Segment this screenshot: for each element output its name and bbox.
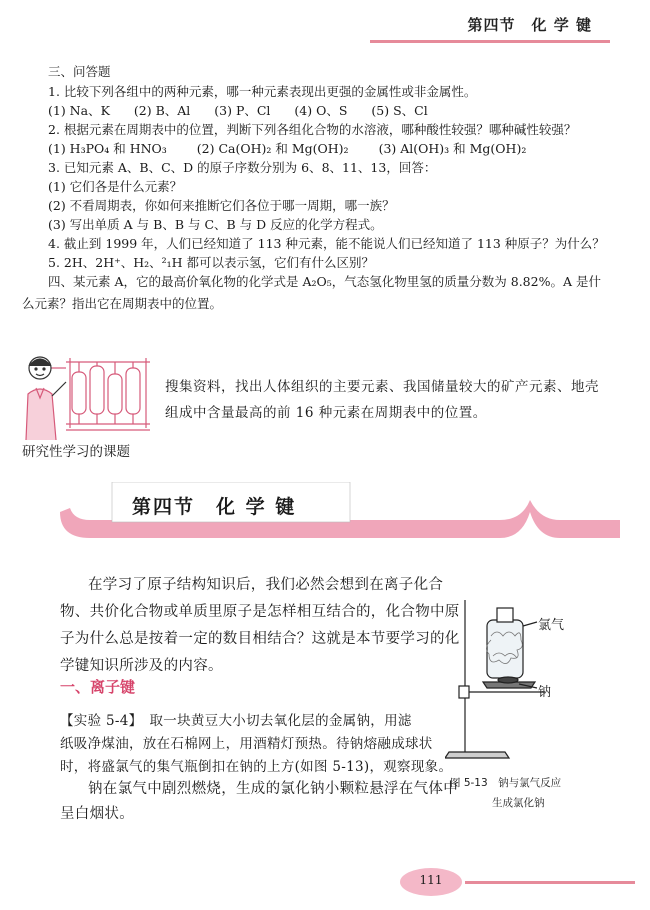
q1-option: (4) O、S — [294, 103, 348, 118]
question-2-options — [48, 139, 526, 158]
intro-line-4: 学键知识所涉及的内容。 — [60, 658, 223, 674]
label-chlorine: 氯气 — [538, 618, 565, 633]
page-number: 111 — [419, 873, 443, 887]
q2-option: (3) Al(OH)₃ 和 Mg(OH)₂ — [378, 141, 527, 156]
q1-option: (1) Na、K — [48, 103, 110, 118]
question-6-line-2: 么元素？指出它在周期表中的位置。 — [22, 296, 223, 311]
observation-line-1: 钠在氯气中剧烈燃烧，生成的氯化钠小颗粒悬浮在气体中 — [88, 781, 458, 797]
intro-text: 在学习了原子结构知识后，我们必然会想到在离子化合 — [88, 577, 444, 593]
question-4: 4. 截止到 1999 年，人们已经知道了 113 种元素，能不能说人们已经知道了 113 种原子？为什么？ — [48, 236, 605, 251]
intro-line-1 — [60, 572, 443, 599]
intro-line-3: 子为什么总是按着一定的数目相结合？这就是本节要学习的化 — [60, 631, 460, 647]
experiment-line-3: 时，将盛氯气的集气瓶倒扣在钠的上方(如图 5-13)，观察现象。 — [60, 759, 453, 775]
q1-option: (2) B、Al — [133, 103, 191, 118]
question-5: 5. 2H、2H⁺、H₂、²₁H 都可以表示氢，它们有什么区别？ — [48, 255, 375, 270]
question-3: 3. 已知元素 A、B、C、D 的原子序数分别为 6、8、11、13，回答： — [48, 160, 437, 175]
questions-heading: 三、问答题 — [48, 64, 111, 79]
question-6-line-1: 四、某元素 A，它的最高价氧化物的化学式是 A₂O₅，气态氢化物里氢的质量分数为 8.82%。A 是什 — [48, 274, 601, 289]
research-topic-label: 研究性学习的课题 — [22, 444, 130, 460]
subsection-heading: 一、离子键 — [60, 678, 136, 696]
question-3-part-3: (3) 写出单质 A 与 B、B 与 C、B 与 D 反应的化学方程式。 — [48, 217, 383, 232]
experiment-line-1: 【实验 5-4】 取一块黄豆大小切去氧化层的金属钠，用滤 — [60, 713, 412, 729]
experiment-line-2: 纸吸净煤油，放在石棉网上，用酒精灯预热。待钠熔融成球状 — [60, 736, 433, 752]
label-sodium: 钠 — [538, 685, 552, 700]
question-3-part-2: (2) 不看周期表，你如何来推断它们各位于哪一周期，哪一族？ — [48, 198, 395, 213]
section-title: 第四节 化 学 键 — [132, 496, 297, 518]
intro-line-2: 物、共价化合物或单质里原子是怎样相互结合的，化合物中原 — [60, 604, 460, 620]
scientist-illustration — [10, 338, 160, 442]
footer-rule — [465, 881, 635, 884]
q1-option: (3) P、Cl — [214, 103, 271, 118]
question-1: 1. 比较下列各组中的两种元素，哪一种元素表现出更强的金属性或非金属性。 — [48, 84, 477, 99]
header-rule — [370, 40, 610, 43]
chapter-header-title: 第四节 化 学 键 — [467, 16, 592, 34]
observation-line-2: 呈白烟状。 — [60, 806, 134, 822]
question-3-part-1: (1) 它们各是什么元素？ — [48, 179, 183, 194]
q1-option: (5) S、Cl — [371, 103, 428, 118]
question-2: 2. 根据元素在周期表中的位置，判断下列各组化合物的水溶液，哪种酸性较强？哪种碱性较强？ — [48, 122, 577, 137]
q2-option: (2) Ca(OH)₂ 和 Mg(OH)₂ — [196, 141, 349, 156]
question-1-options — [48, 101, 428, 120]
figure-caption-line-2: 生成氯化钠 — [492, 797, 545, 809]
q2-option: (1) H₃PO₄ 和 HNO₃ — [48, 141, 167, 156]
figure-caption-line-1: 图 5-13 钠与氯气反应 — [450, 777, 562, 789]
research-task-text: 搜集资料，找出人体组织的主要元素、我国储量较大的矿产元素、地壳组成中含量最高的前 16 种元素在周期表中的位置。 — [165, 379, 599, 421]
